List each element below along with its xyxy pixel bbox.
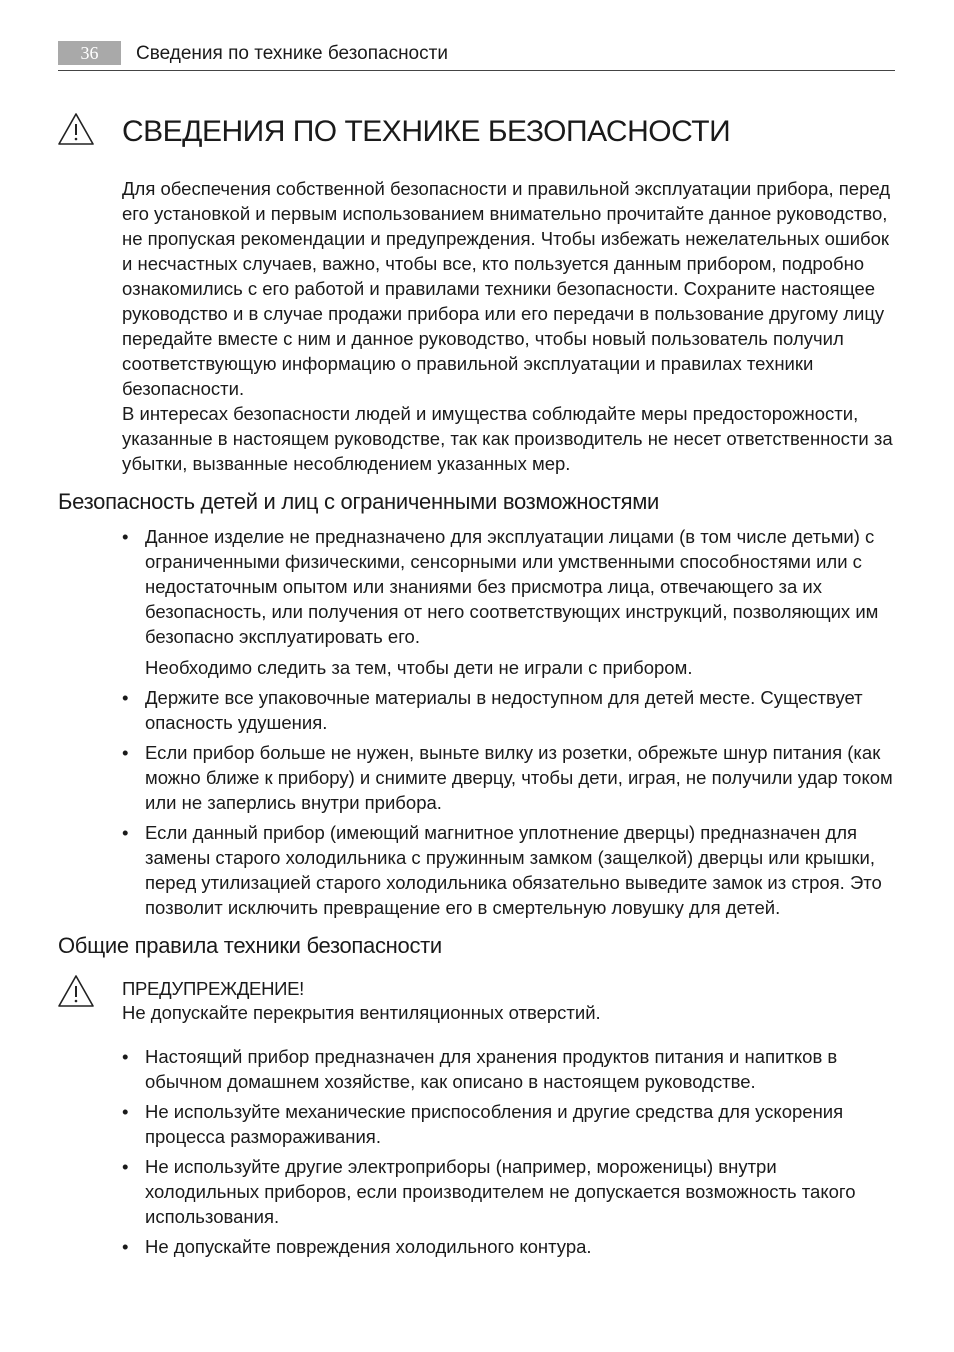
bullet: • xyxy=(122,742,129,763)
list-item-text: Не используйте механические приспособления и другие средства для ускорения процесса размораживания. xyxy=(145,1101,844,1147)
bullet: • xyxy=(122,822,129,843)
bullet: • xyxy=(122,1046,129,1067)
list-item xyxy=(122,1099,895,1149)
list-item xyxy=(122,1234,895,1259)
warning-triangle-icon xyxy=(57,112,95,146)
warning-triangle-icon xyxy=(57,974,95,1008)
list-item-text: Не допускайте повреждения холодильного контура. xyxy=(145,1236,592,1257)
intro-paragraph-1: Для обеспечения собственной безопасности и правильной эксплуатации прибора, перед его установкой и первым использованием внимательно прочитайте данное руководство, не пропуская рекомендации и предупреждения. Чтобы избежать нежелательных ошибок и несчастных случаев, важно, чтобы все, кто пользуется данным прибором, подробно ознакомились с его работой и правилами техники безопасности. Сохраните настоящее руководство и в случае продажи прибора или его передачи в пользование другому лицу передайте вместе с ним и данное руководство, чтобы новый пользователь получил соответствующую информацию о правильной эксплуатации и правилах техники безопасности. xyxy=(122,178,891,399)
list-item-text: Держите все упаковочные материалы в недоступном для детей месте. Существует опасность удушения. xyxy=(145,687,863,733)
section-heading-general-safety: Общие правила техники безопасности xyxy=(58,933,442,958)
intro-text xyxy=(122,176,895,476)
bullet: • xyxy=(122,1236,129,1257)
bullet: • xyxy=(122,687,129,708)
list-item-text: Не используйте другие электроприборы (например, мороженицы) внутри холодильных приборов, если производителем не допускается возможность такого использования. xyxy=(145,1156,856,1227)
list-item xyxy=(122,685,895,735)
list-item-text: Настоящий прибор предназначен для хранения продуктов питания и напитков в обычном домашнем хозяйстве, как описано в настоящем руководстве. xyxy=(145,1046,838,1092)
list-item xyxy=(122,524,895,680)
bullet: • xyxy=(122,1156,129,1177)
list-item-text: Если прибор больше не нужен, выньте вилку из розетки, обрежьте шнур питания (как можно ближе к прибору) и снимите дверцу, чтобы дети, играя, не получили удар током или не заперлись внутри прибора. xyxy=(145,742,893,813)
page-title: СВЕДЕНИЯ ПО ТЕХНИКЕ БЕЗОПАСНОСТИ xyxy=(122,115,731,148)
section-heading-children-safety: Безопасность детей и лиц с ограниченными возможностями xyxy=(58,489,660,514)
page-header xyxy=(58,40,895,71)
list-item-text: Если данный прибор (имеющий магнитное уплотнение дверцы) предназначен для замены старого холодильника с пружинным замком (защелкой) дверцы или крышки, перед утилизацией старого холодильника обязательно выведите замок из строя. Это позволит исключить превращение его в смертельную ловушку для детей. xyxy=(145,822,882,918)
list-item-note: Необходимо следить за тем, чтобы дети не играли с прибором. xyxy=(145,657,693,678)
running-title: Сведения по технике безопасности xyxy=(136,43,448,64)
children-safety-list xyxy=(122,524,895,925)
bullet: • xyxy=(122,1101,129,1122)
list-item xyxy=(122,1154,895,1229)
warning-title: ПРЕДУПРЕЖДЕНИЕ! xyxy=(122,978,305,999)
general-safety-list xyxy=(122,1044,895,1264)
intro-paragraph-2: В интересах безопасности людей и имущества соблюдайте меры предосторожности, указанные в настоящем руководстве, так как производитель не несет ответственности за убытки, вызванные несоблюдением указанных мер. xyxy=(122,403,893,474)
page-number: 36 xyxy=(58,41,121,65)
list-item-text: Данное изделие не предназначено для эксплуатации лицами (в том числе детьми) с ограниченными физическими, сенсорными или умственными способностями или с недостаточным опытом или знаниями без присмотра лица, отвечающего за их безопасность, или получения от него соответствующих инструкций, позволяющих им безопасно эксплуатировать его. xyxy=(145,526,879,647)
warning-text: Не допускайте перекрытия вентиляционных отверстий. xyxy=(122,1002,601,1023)
bullet: • xyxy=(122,526,129,547)
list-item xyxy=(122,1044,895,1094)
list-item xyxy=(122,740,895,815)
list-item xyxy=(122,820,895,920)
